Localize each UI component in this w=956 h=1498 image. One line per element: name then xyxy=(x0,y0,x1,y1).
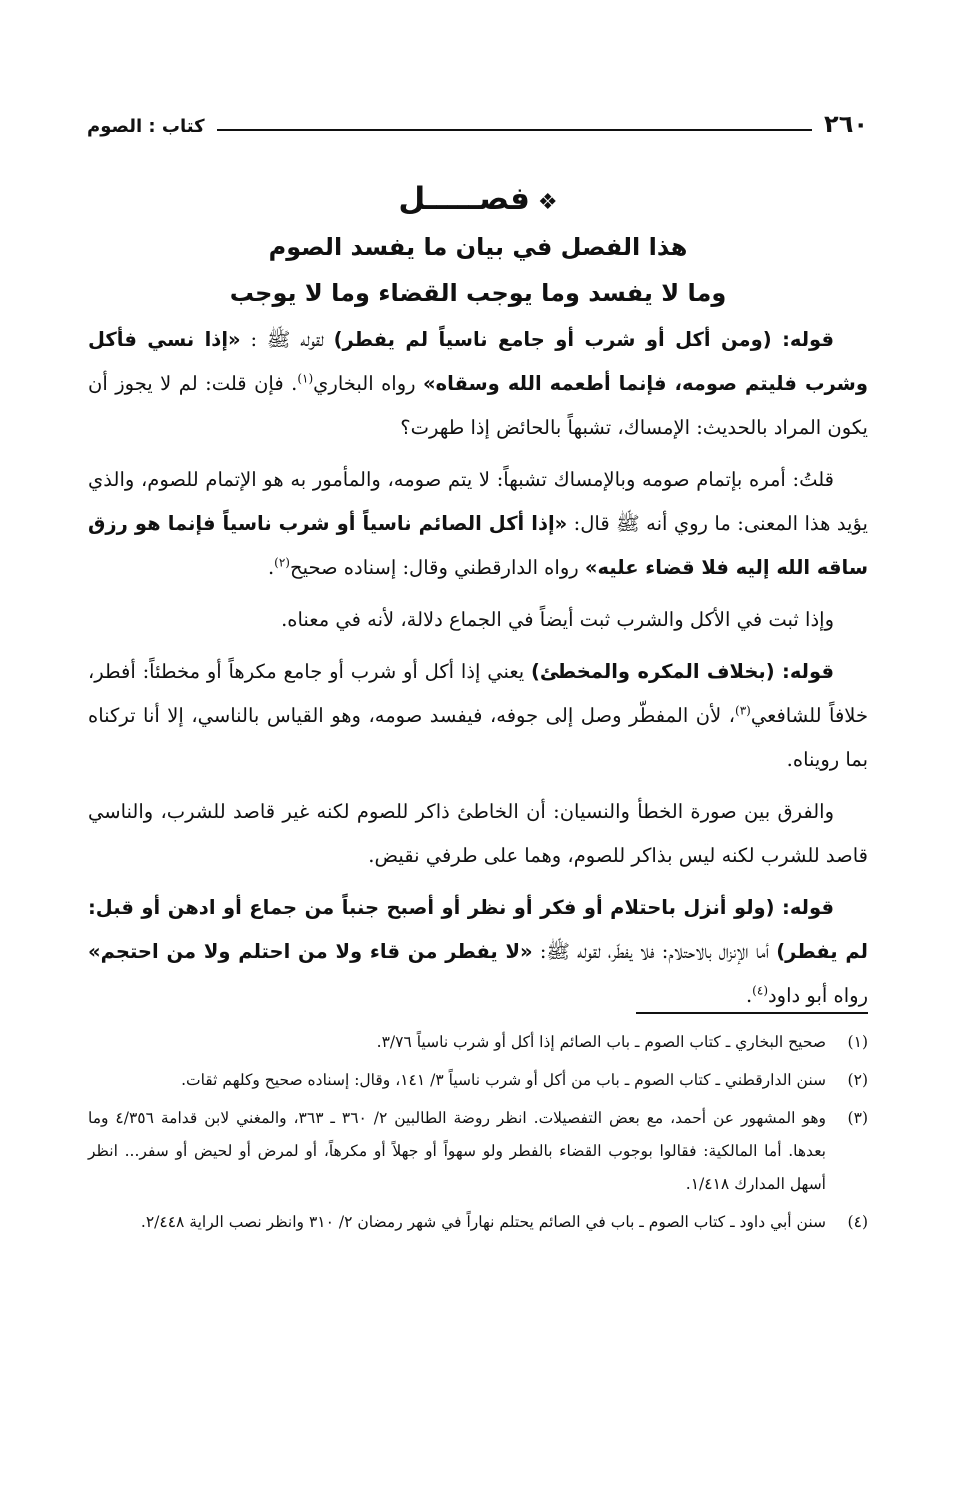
text-segment: رواه الدارقطني وقال: إسناده صحيح xyxy=(289,556,585,579)
footnote-text: وهو المشهور عن أحمد، مع بعض التفصيلات. انظر روضة الطالبين ٢/ ٣٦٠ ـ ٣٦٣، والمغني لابن قدامة ٤/٣٥٦ وما بعدها. أما المالكية: فقالوا بوجوب القضاء بالفطر ولو سهواً أو جهلاً أو مكرهاً، أو لمرض أو لحيض أو سفر... انظر أسهل المدارك ١/٤١٨. xyxy=(88,1109,826,1193)
footnote-ref: (٣) xyxy=(735,703,751,718)
footnote-ref: (٢) xyxy=(274,555,290,570)
bold-segment: «لا يفطر من قاء ولا من احتلم ولا من احتجم» xyxy=(88,940,533,963)
footnotes xyxy=(88,1026,868,1244)
text-segment: لقوله ﷺ : xyxy=(240,328,334,351)
text-segment: . xyxy=(745,984,753,1007)
footnote-item xyxy=(88,1102,868,1201)
text-segment: . xyxy=(267,556,275,579)
footnote-separator xyxy=(636,1012,868,1014)
text-segment: وإذا ثبت في الأكل والشرب ثبت أيضاً في الجماع دلالة، لأنه في معناه. xyxy=(281,608,834,631)
section-subtitle-line2: وما لا يفسد وما يوجب القضاء وما لا يوجب xyxy=(229,279,727,307)
text-segment: ، لأن المفطّر وصل إلى جوفه، فيفسد صومه، وهو القياس بالناسي، إلا أنا تركناه بما رويناه. xyxy=(88,704,868,771)
footnote-item xyxy=(88,1026,868,1059)
footnote-text: سنن أبي داود ـ كتاب الصوم ـ باب في الصائم يحتلم نهاراً في شهر رمضان ٢/ ٣١٠ وانظر نصب الراية ٢/٤٤٨. xyxy=(140,1213,826,1231)
section-title xyxy=(80,178,876,224)
header-rule xyxy=(217,129,813,131)
footnote-text: سنن الدارقطني ـ كتاب الصوم ـ باب من أكل أو شرب ناسياً ٣/ ١٤١، وقال: إسناده صحيح وكلهم ثقات. xyxy=(181,1071,826,1089)
text-segment: رواه أبو داود xyxy=(768,984,868,1007)
bold-segment: «إذا أكل الصائم ناسياً أو شرب ناسياً فإنما هو رزق ساقه الله إليه فلا قضاء عليه» xyxy=(88,512,868,579)
footnote-ref: (١) xyxy=(297,371,314,386)
footnote-number: (٢) xyxy=(847,1071,868,1089)
footnote-item xyxy=(88,1064,868,1097)
body-paragraph xyxy=(88,886,868,1018)
footnote-item xyxy=(88,1206,868,1239)
body-paragraph xyxy=(88,650,868,782)
text-segment: قلتُ: أمره بإتمام صومه وبالإمساك تشبهاً: لا يتم صومه، والمأمور به هو الإتمام للصوم، والذي يؤيد هذا المعنى: ما روي أنه ﷺ قال: xyxy=(88,468,868,535)
footnote-number: (٤) xyxy=(847,1213,868,1231)
text-segment: . فإن قلت: لم لا يجوز أن يكون المراد بالحديث: الإمساك، تشبهاً بالحائض إذا طهرت؟ xyxy=(88,372,868,439)
main-text xyxy=(88,318,868,1026)
footnote-text: صحيح البخاري ـ كتاب الصوم ـ باب الصائم إذا أكل أو شرب ناسياً ٣/٧٦. xyxy=(376,1033,826,1051)
book-title: كتاب : الصوم xyxy=(87,116,205,137)
text-segment: رواه البخاري xyxy=(313,372,424,395)
page-number: ٢٦٠ xyxy=(824,110,868,138)
running-header xyxy=(87,112,868,136)
footnote-ref: (٤) xyxy=(752,983,768,998)
footnote-number: (١) xyxy=(847,1033,868,1051)
bold-segment: «إذا نسي فأكل وشرب فليتم صومه، فإنما أطعمه الله وسقاه» xyxy=(88,328,868,395)
text-segment: أما الإنزال بالاحتلام: فلا يفطّر، لقوله ﷺ: xyxy=(532,940,777,963)
section-subtitle-line1: هذا الفصل في بيان ما يفسد الصوم xyxy=(268,233,688,261)
footnote-number: (٣) xyxy=(847,1109,868,1127)
body-paragraph xyxy=(88,458,868,590)
body-paragraph xyxy=(88,598,868,642)
text-segment: والفرق بين صورة الخطأ والنسيان: أن الخاطئ ذاكر للصوم لكنه غير قاصد للشرب، والناسي قاصد للشرب لكنه ليس بذاكر للصوم، وهما على طرفي نقيض. xyxy=(88,800,868,867)
ornament-icon: ❖ xyxy=(537,190,558,215)
bold-segment: قوله: (ومن أكل أو شرب أو جامع ناسياً لم يفطر) xyxy=(333,328,835,351)
bold-segment: قوله: (ولو أنزل باحتلام أو فكر أو نظر أو أصبح جنباً من جماع أو ادهن أو قبل: لم يفطر) xyxy=(88,896,868,963)
body-paragraph xyxy=(88,790,868,878)
body-paragraph xyxy=(88,318,868,450)
bold-segment: قوله: (بخلاف المكره والمخطئ) xyxy=(531,660,834,683)
section-heading xyxy=(80,178,876,316)
text-segment: يعني إذا أكل أو شرب أو جامع مكرهاً أو مخطئاً: أفطر، خلافاً للشافعي xyxy=(88,660,868,727)
section-title-text: فصـــــل xyxy=(398,181,530,217)
